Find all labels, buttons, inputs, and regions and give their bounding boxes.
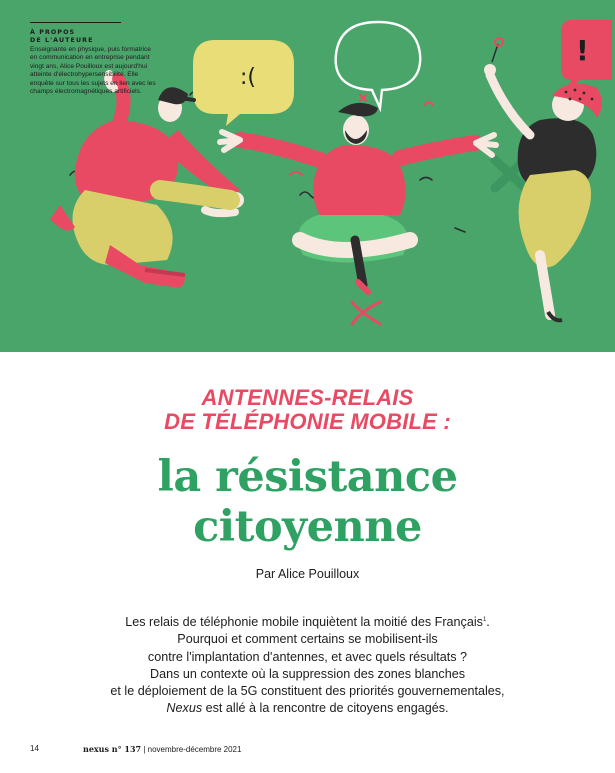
magazine-name-italic: Nexus: [166, 701, 203, 716]
page-number: 14: [30, 744, 39, 753]
footer-issue-date: novembre-décembre 2021: [147, 745, 242, 754]
title-line-1: la résistance: [157, 452, 458, 502]
person-center-arms-wide: [220, 103, 496, 292]
lede-line-6-text: est allé à la rencontre de citoyens engagés.: [202, 701, 449, 716]
footer-separator: |: [141, 745, 148, 754]
about-author-box: [30, 22, 158, 96]
lede-line-5: et le déploiement de la 5G constituent des priorités gouvernementales,: [110, 684, 505, 699]
article-kicker: [0, 386, 615, 434]
hero-illustration: [0, 0, 615, 352]
lede-line-6: [40, 700, 575, 717]
speech-bubble-center: [336, 22, 421, 108]
title-line-2: citoyenne: [193, 502, 422, 552]
about-divider: [30, 22, 121, 23]
footnote-ref[interactable]: 1: [482, 616, 487, 623]
bubble-left-text: :(: [240, 65, 256, 90]
kicker-line-2: DE TÉLÉPHONIE MOBILE :: [164, 409, 451, 434]
kicker-line-1: ANTENNES-RELAIS: [201, 385, 414, 410]
bubble-right-text: !: [576, 34, 589, 67]
lede-line-1-end: .: [486, 615, 490, 629]
about-author-heading: À PROPOS DE L'AUTEURE: [30, 29, 94, 44]
lede-line-1-text: Les relais de téléphonie mobile inquiètent la moitié des Français: [125, 615, 483, 629]
x-shape-pink-icon: [352, 302, 380, 324]
lede-line-1: [40, 614, 575, 631]
article-byline: Par Alice Pouilloux: [255, 567, 360, 581]
lede-line-2: Pourquoi et comment certains se mobilisent-ils: [177, 632, 438, 647]
article-title: [0, 452, 615, 552]
article-lede: [40, 614, 575, 718]
about-author-bio: Enseignante en physique, puis formatrice en communication en entreprise pendant vingt ans, Alice Pouilloux est aujourd'hui atteinte d'électrohypersensibilité. Elle enquête sur tous les sujets en lien avec les champs électromagnétiques artificiels.: [30, 46, 156, 96]
lede-line-3: contre l'implantation d'antennes, et avec quels résultats ?: [147, 649, 468, 664]
footer-magazine-info: [83, 744, 241, 754]
lede-line-4: Dans un contexte où la suppression des zones blanches: [149, 666, 466, 681]
footer-magazine-name: nexus n° 137: [83, 744, 142, 754]
